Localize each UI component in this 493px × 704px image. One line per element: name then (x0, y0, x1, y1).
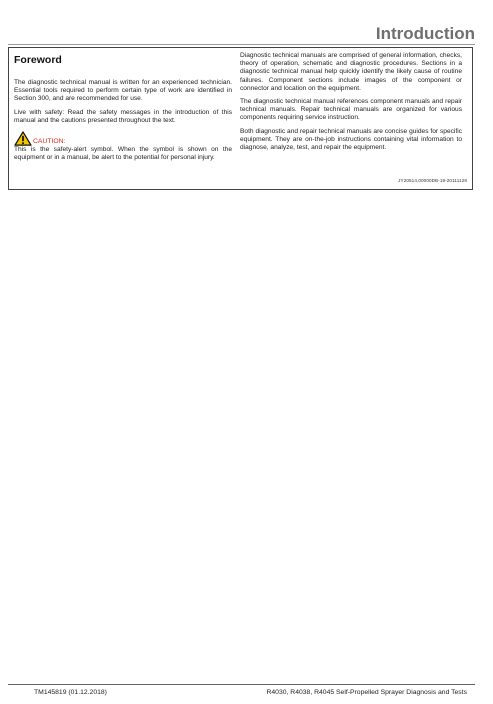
footer-document-id: TM145819 (01.12.2018) (34, 689, 107, 696)
document-code: JY20514,00000DB-19-20111128 (398, 178, 467, 183)
foreword-paragraph: The diagnostic technical manual is written for an experienced technician. Essential tools required to perform certain type of work are identified in Section 300, and are recommended for use. (14, 79, 232, 103)
caution-label: CAUTION: (33, 138, 66, 146)
foreword-box (8, 47, 473, 190)
page-header-title: Introduction (375, 24, 475, 43)
section-title: Foreword (14, 54, 62, 66)
foreword-paragraph: Diagnostic technical manuals are comprised of general information, checks, theory of operation, schematic and diagnostic procedures. Sections in a diagnostic technical manual help quickly identify the likely cause of routine failures. Component sections include images of the component or connector and location on the equipment. (240, 52, 462, 92)
foreword-right-column (240, 52, 462, 157)
footer-divider (8, 684, 475, 685)
caution-text: This is the safety-alert symbol. When the symbol is shown on the equipment or in a manual, be alert to the potential for personal injury. (14, 146, 232, 162)
caution-heading (14, 130, 232, 146)
foreword-left-column (14, 54, 232, 167)
header-divider (8, 44, 475, 45)
foreword-paragraph: Both diagnostic and repair technical manuals are concise guides for specific equipment. They are on-the-job instructions containing vital information to diagnose, analyze, test, and repair the equipment. (240, 127, 462, 152)
warning-triangle-icon (14, 131, 32, 146)
foreword-paragraph: Live with safety: Read the safety messages in the introduction of this manual and the cautions presented throughout the text. (14, 108, 232, 124)
footer-title: R4030, R4038, R4045 Self-Propelled Sprayer Diagnosis and Tests (266, 689, 467, 696)
foreword-paragraph: The diagnostic technical manual references component manuals and repair technical manuals. Repair technical manuals are organized for various components requiring service instruction. (240, 98, 462, 122)
